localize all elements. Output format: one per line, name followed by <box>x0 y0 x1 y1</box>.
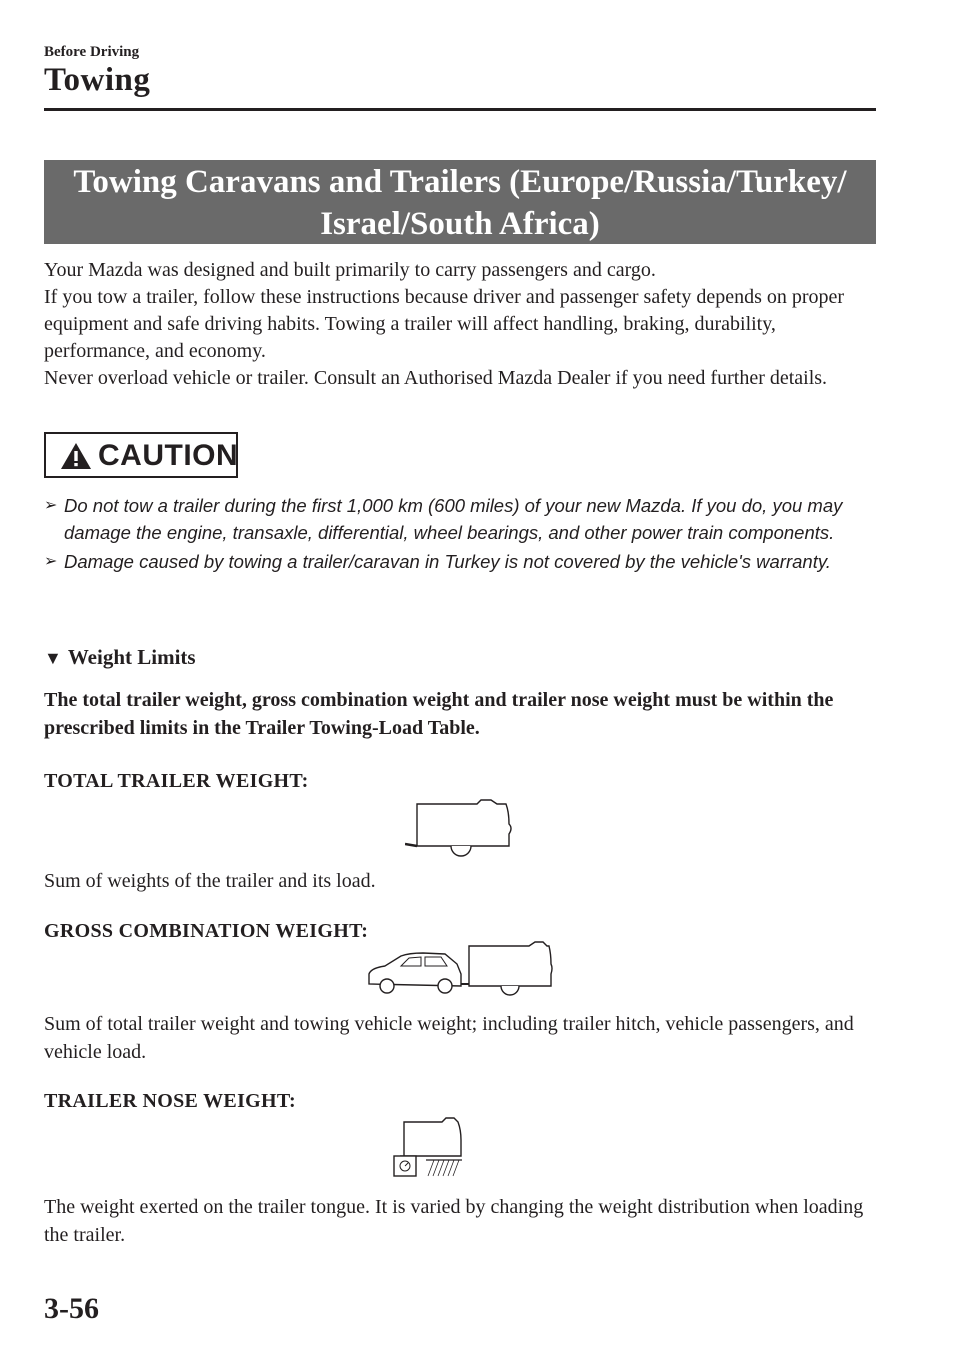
banner-title-line1: Towing Caravans and Trailers (Europe/Russia/Turkey/ <box>73 164 847 200</box>
page-number: 3-56 <box>44 1292 99 1325</box>
weight-limits-heading-text: Weight Limits <box>67 645 196 669</box>
term-desc: The weight exerted on the trailer tongue. It is varied by changing the weight distribution when loading the trailer. <box>44 1196 864 1246</box>
term-trailer-nose-weight: TRAILER NOSE WEIGHT: <box>44 1090 296 1112</box>
term-desc: Sum of total trailer weight and towing vehicle weight; including trailer hitch, vehicle passengers, and vehicle load. <box>44 1013 854 1063</box>
car-with-trailer-icon <box>365 940 555 1002</box>
caution-item <box>44 548 884 575</box>
warning-triangle-icon <box>60 442 92 470</box>
trailer-icon <box>405 794 521 860</box>
caution-item-text: Damage caused by towing a trailer/caravan in Turkey is not covered by the vehicle's warranty. <box>64 551 831 572</box>
caution-box <box>44 432 238 478</box>
banner-title-line2: Israel/South Africa) <box>320 206 600 242</box>
intro-paragraph: Your Mazda was designed and built primarily to carry passengers and cargo. <box>44 259 656 281</box>
caution-item-text: Do not tow a trailer during the first 1,000 km (600 miles) of your new Mazda. If you do, you may damage the engine, transaxle, differential, wheel bearings, and other power train components. <box>64 495 843 543</box>
section-label: Before Driving <box>44 44 140 60</box>
header-rule <box>44 108 876 111</box>
term-total-trailer-weight: TOTAL TRAILER WEIGHT: <box>44 770 309 792</box>
chapter-title: Towing <box>44 62 151 98</box>
arrow-bullet-icon: ➢ <box>44 553 58 570</box>
triangle-down-icon: ▼ <box>44 648 62 668</box>
weight-limits-heading <box>44 645 196 670</box>
section-banner <box>44 160 876 244</box>
caution-item <box>44 492 884 546</box>
trailer-nose-scale-icon <box>386 1114 462 1180</box>
term-desc: Sum of weights of the trailer and its load. <box>44 870 376 892</box>
caution-label: CAUTION <box>98 439 239 472</box>
term-gross-combination-weight: GROSS COMBINATION WEIGHT: <box>44 920 369 942</box>
weight-limits-lead: The total trailer weight, gross combination weight and trailer nose weight must be within the prescribed limits in the Trailer Towing-Load Table. <box>44 689 834 739</box>
intro-paragraph: Never overload vehicle or trailer. Consult an Authorised Mazda Dealer if you need further details. <box>44 367 828 389</box>
caution-list <box>44 492 884 577</box>
arrow-bullet-icon: ➢ <box>44 497 58 514</box>
intro-paragraph: If you tow a trailer, follow these instructions because driver and passenger safety depends on proper equipment and safe driving habits. Towing a trailer will affect handling, braking, durability, performance, and economy. <box>44 286 845 362</box>
intro-text <box>44 257 884 392</box>
